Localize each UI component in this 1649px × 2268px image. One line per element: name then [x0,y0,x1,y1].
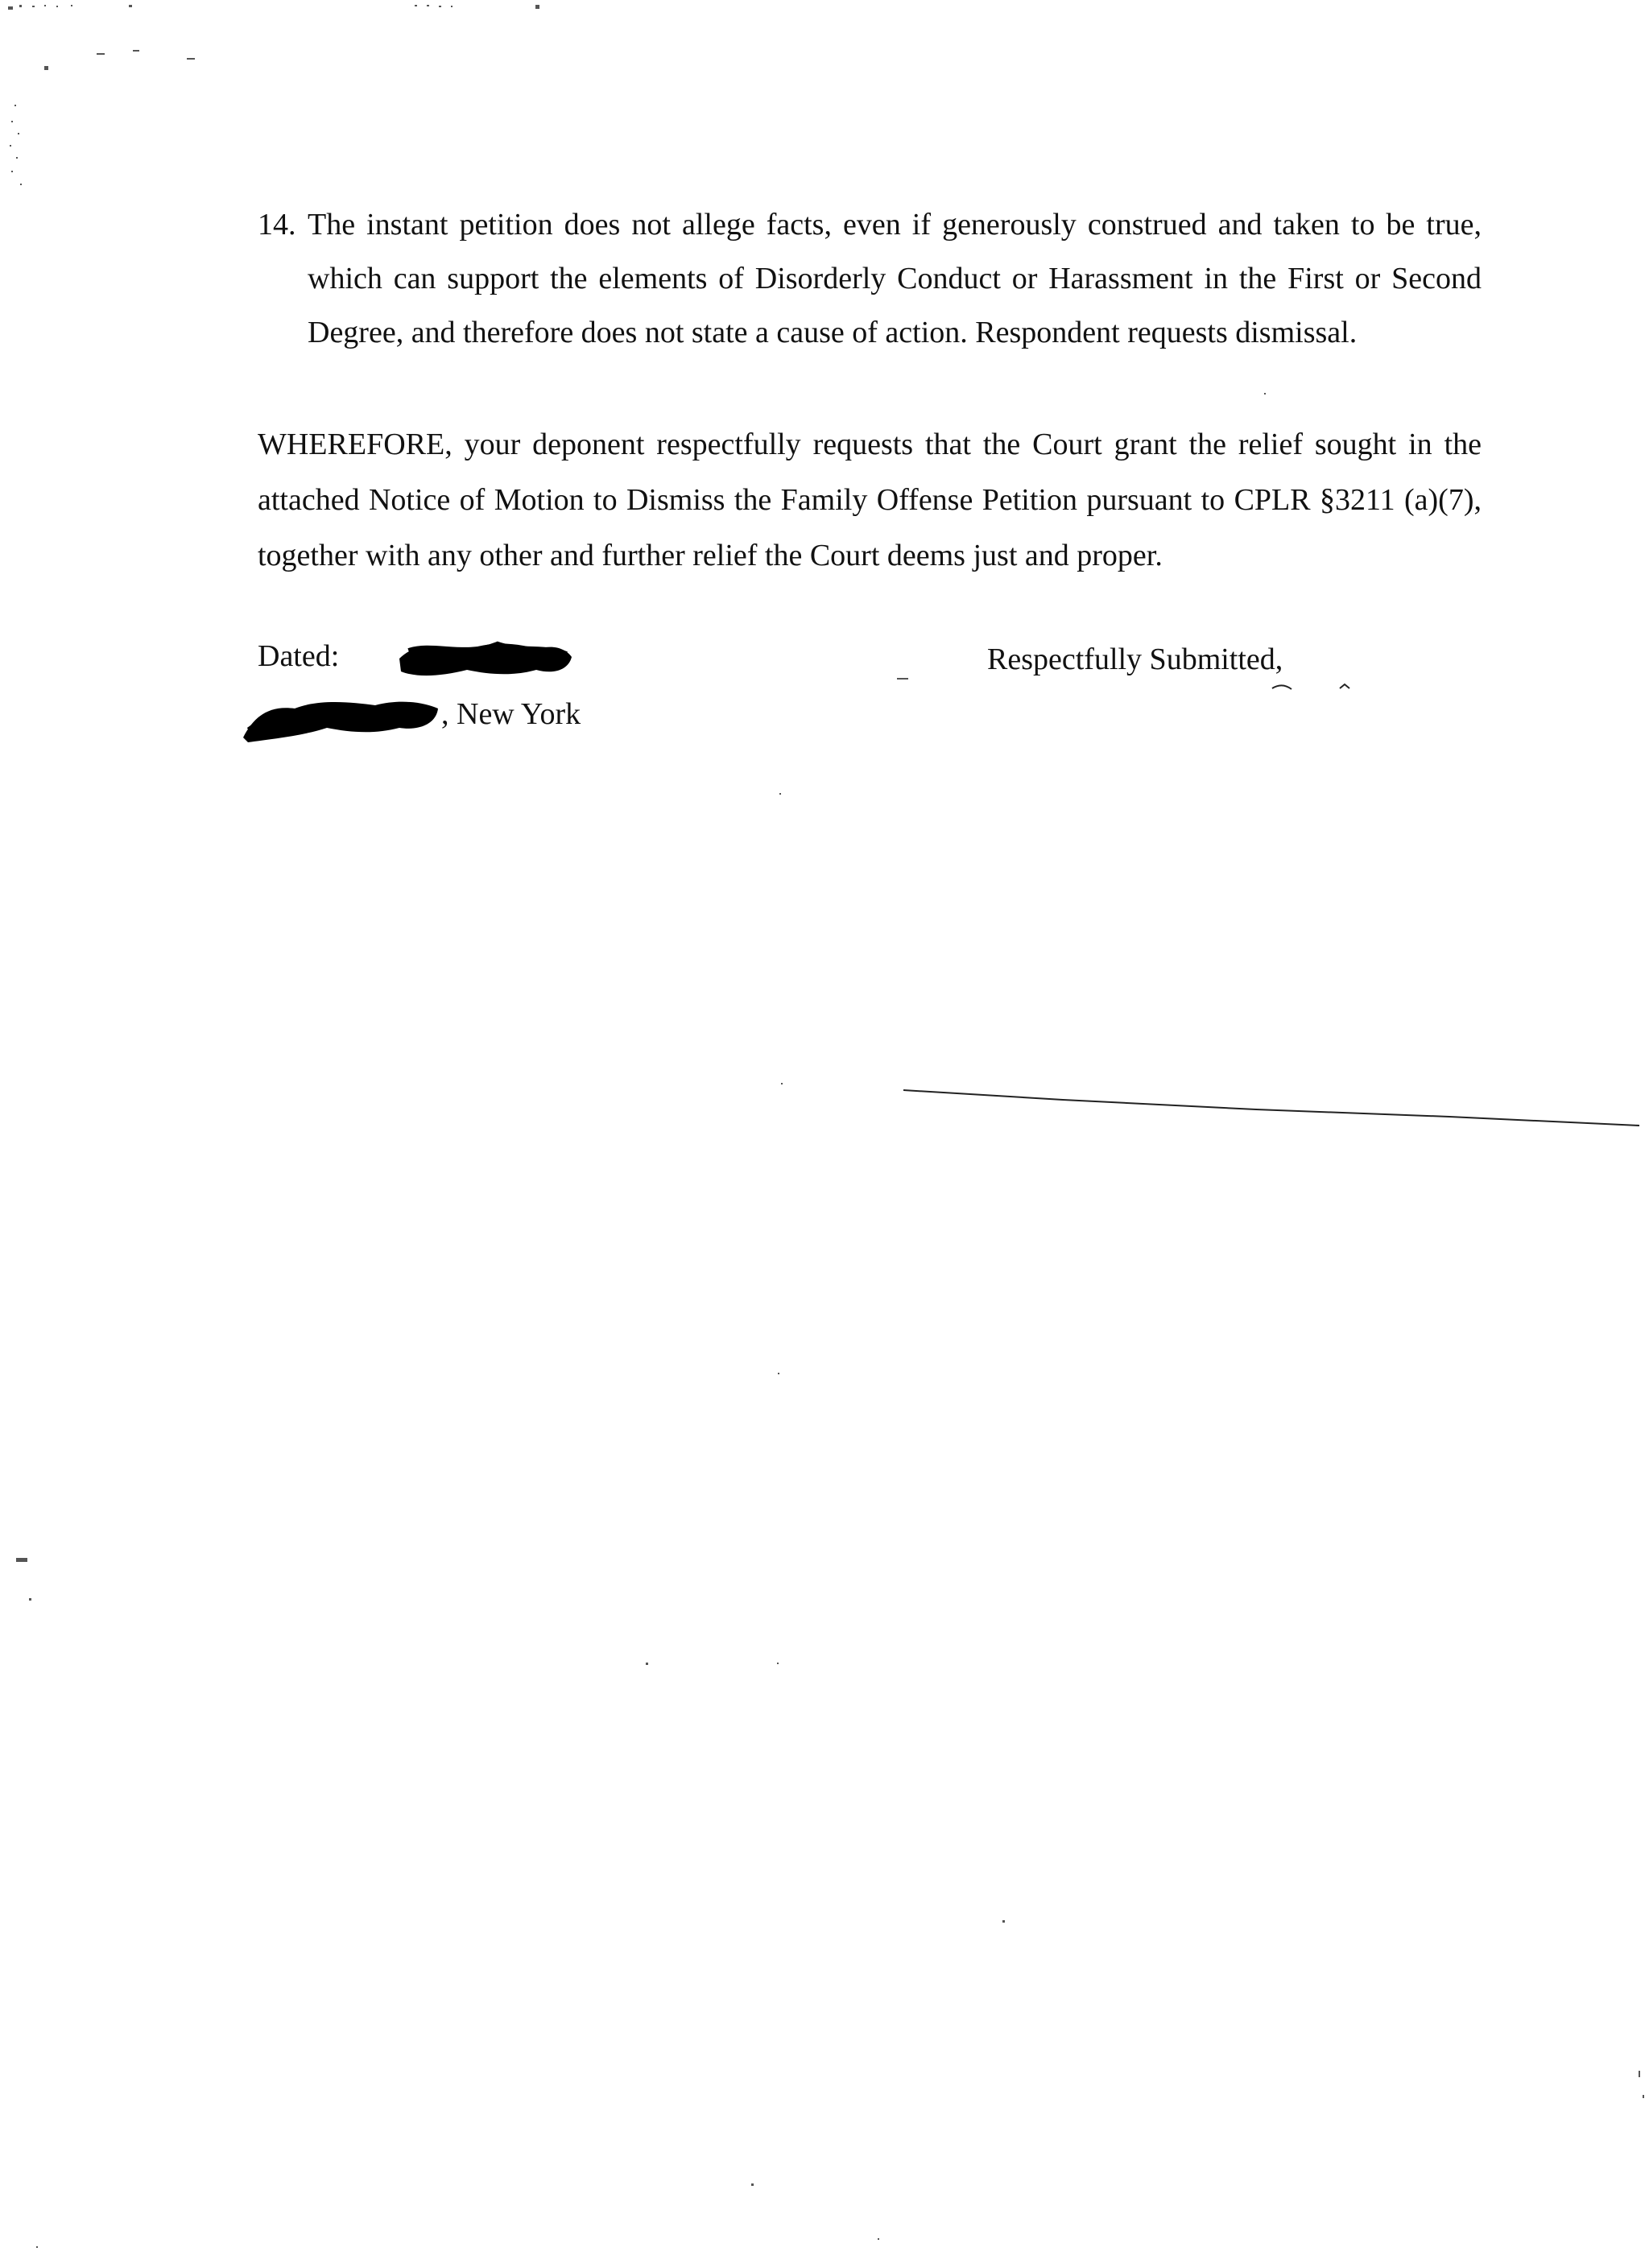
city-state: , New York [441,697,581,731]
signoff-text: Respectfully Submitted, [987,642,1283,676]
paragraph-number: 14. [258,208,296,242]
paragraph-14-text: The instant petition does not allege facts, even if generously construed and taken to be true, which can support the elements of Disorderly Conduct or Harassment in the First or Second Degree, and therefore does not state a cause of action. Respondent requests dismissal. [308,208,1482,349]
dated-label: Dated: [258,639,340,673]
wherefore-clause: WHEREFORE, your deponent respectfully requests that the Court grant the relief sought in the attached Notice of Motion to Dismiss the Family Offense Petition pursuant to CPLR §3211 (a)(7), together with any other and further relief the Court deems just and proper. [258,428,1482,572]
